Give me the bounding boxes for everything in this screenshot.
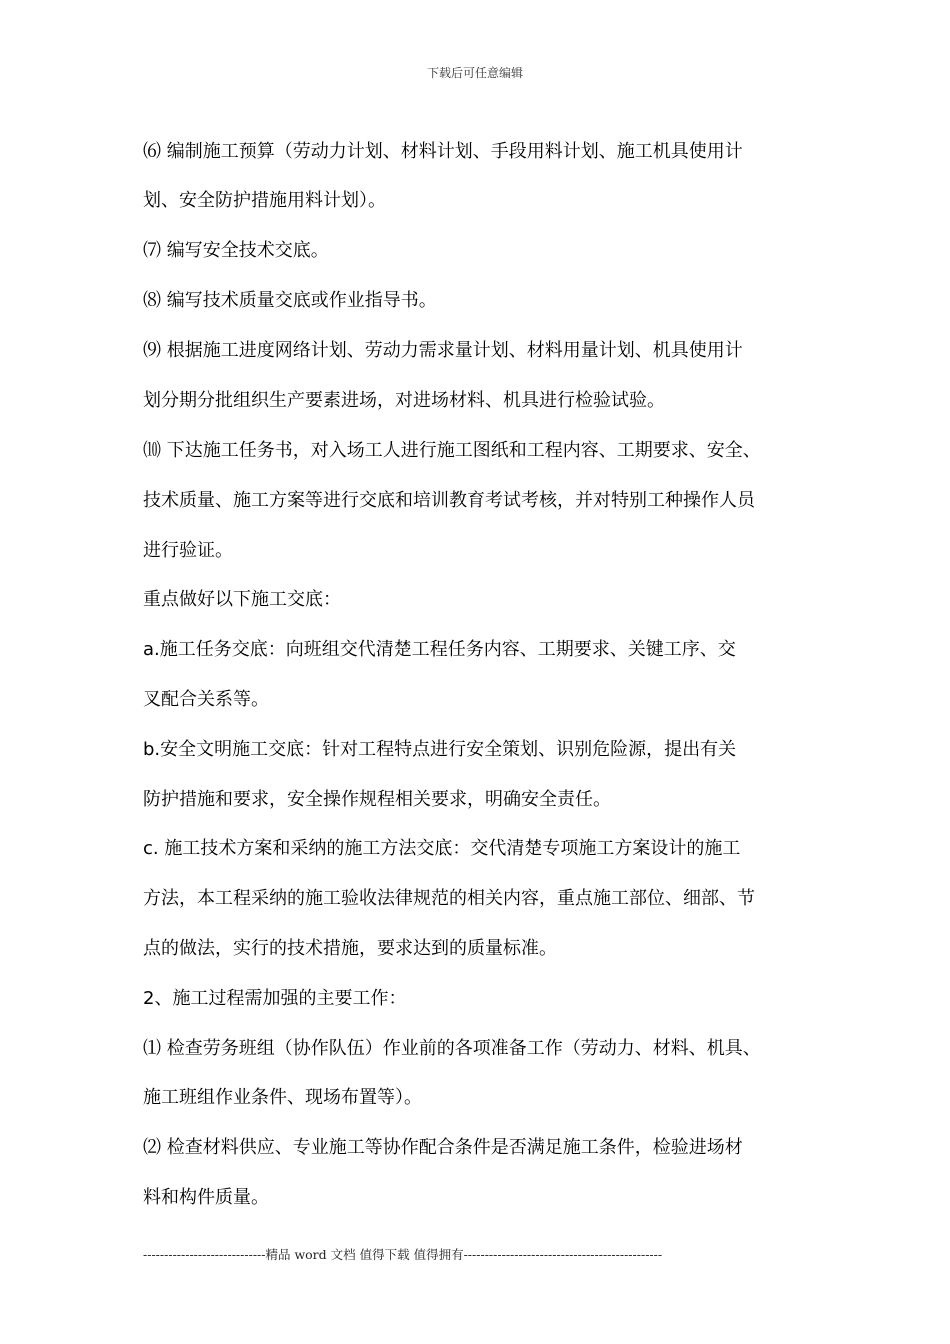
paragraph-line: 技术质量、施工方案等进行交底和培训教育考试考核，并对特别工种操作人员 [143,490,755,511]
page-footer: -----------------------------精品 word 文档 值得下载 值得拥有----------------------------------------------- [143,1247,663,1262]
paragraph-line: 施工班组作业条件、现场布置等）。 [143,1087,422,1108]
paragraph-line: 防护措施和要求，安全操作规程相关要求，明确安全责任。 [143,789,611,810]
paragraph-line: b.安全文明施工交底：针对工程特点进行安全策划、识别危险源，提出有关 [143,739,737,760]
paragraph-line: ⑵ 检查材料供应、专业施工等协作配合条件是否满足施工条件，检验进场材 [143,1137,743,1158]
paragraph-line: a.施工任务交底：向班组交代清楚工程任务内容、工期要求、关键工序、交 [143,639,736,660]
paragraph-line: 进行验证。 [143,540,233,561]
paragraph-line: 方法，本工程采纳的施工验收法律规范的相关内容，重点施工部位、细部、节 [143,888,755,909]
paragraph-line: ⑻ 编写技术质量交底或作业指导书。 [143,290,437,311]
section-heading: 2、施工过程需加强的主要工作： [143,988,407,1009]
paragraph-line: 点的做法，实行的技术措施，要求达到的质量标准。 [143,938,557,959]
paragraph-line: 划分期分批组织生产要素进场，对进场材料、机具进行检验试验。 [143,390,665,411]
paragraph-line: ⑴ 检查劳务班组（协作队伍）作业前的各项准备工作（劳动力、材料、机具、 [143,1038,761,1059]
paragraph-line: 重点做好以下施工交底： [143,589,341,610]
paragraph-line: 划、安全防护措施用料计划）。 [143,190,386,211]
paragraph-line: 料和构件质量。 [143,1187,269,1208]
paragraph-line: ⑽ 下达施工任务书，对入场工人进行施工图纸和工程内容、工期要求、安全、 [143,440,761,461]
paragraph-line: 叉配合关系等。 [143,689,269,710]
paragraph-line: ⑼ 根据施工进度网络计划、劳动力需求量计划、材料用量计划、机具使用计 [143,340,743,361]
page-header: 下载后可任意编辑 [426,66,523,80]
paragraph-line: c. 施工技术方案和采纳的施工方法交底：交代清楚专项施工方案设计的施工 [143,838,741,859]
paragraph-line: ⑺ 编写安全技术交底。 [143,240,329,261]
paragraph-line: ⑹ 编制施工预算（劳动力计划、材料计划、手段用料计划、施工机具使用计 [143,141,743,162]
